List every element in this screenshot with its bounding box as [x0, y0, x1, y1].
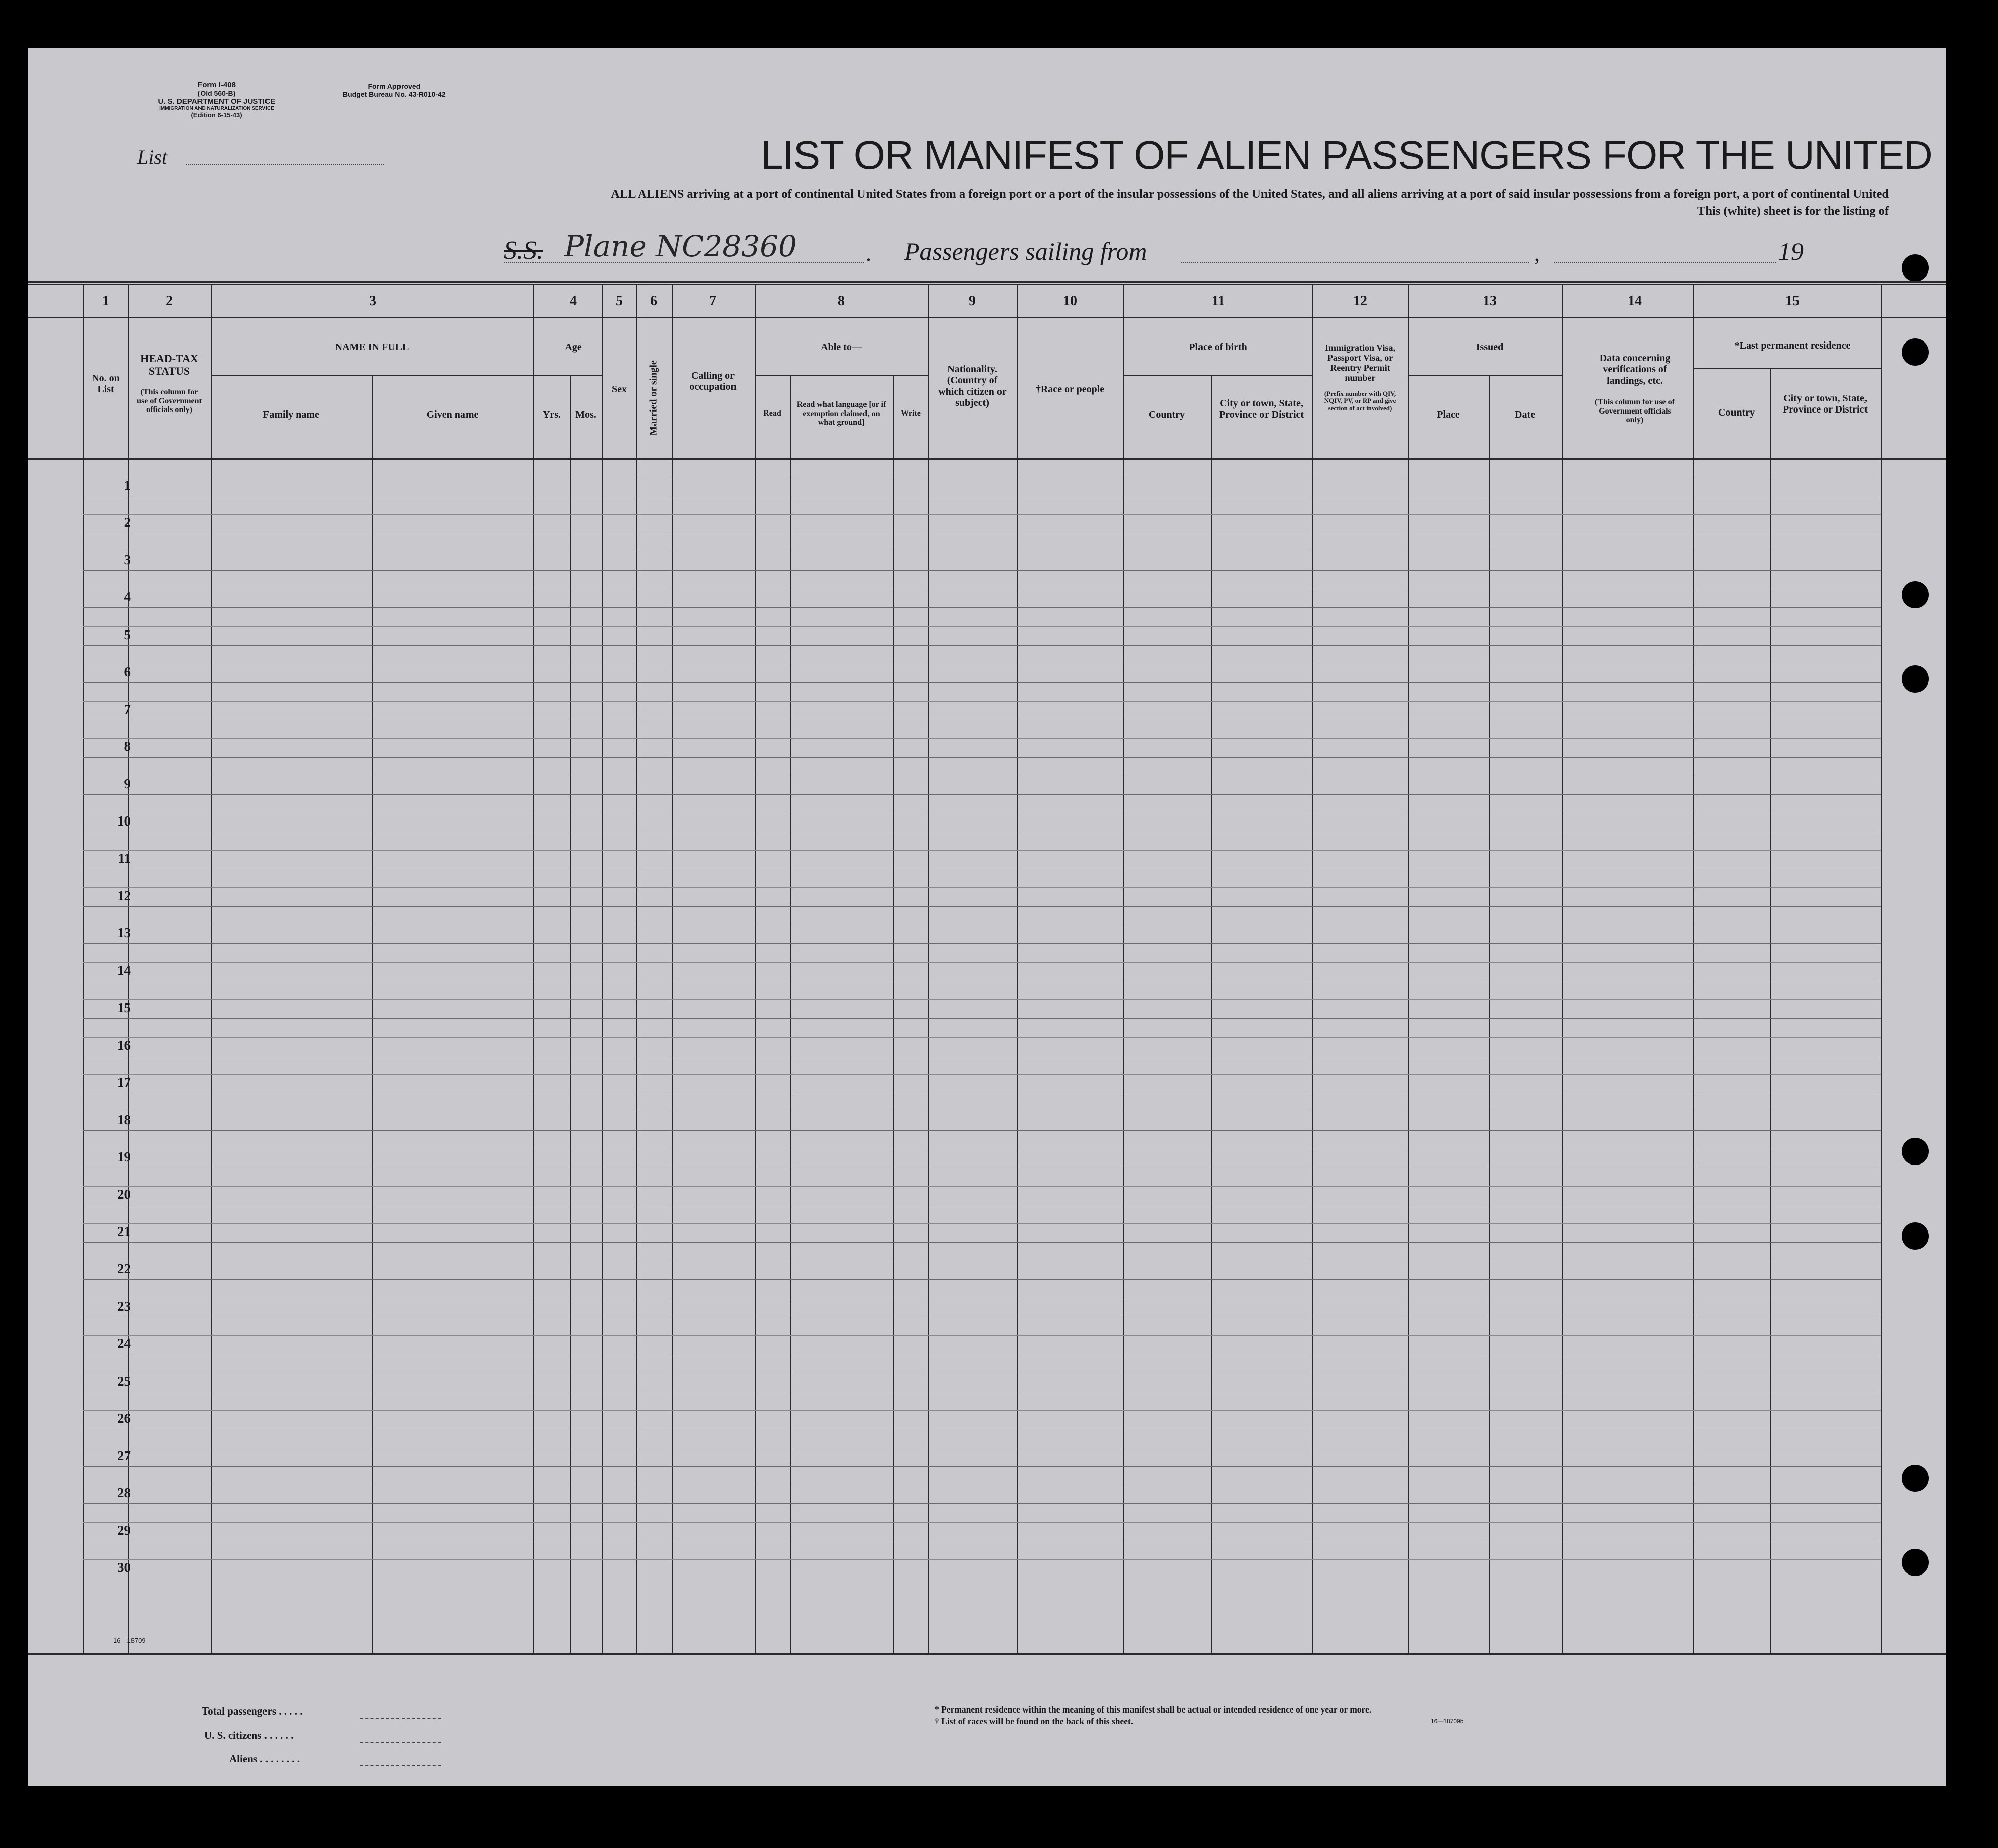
form-department: U. S. DEPARTMENT OF JUSTICE — [158, 97, 276, 106]
header-last-residence: *Last permanent residence — [1734, 340, 1851, 351]
row-separator-line — [83, 906, 1881, 907]
col-number-11: 11 — [1211, 293, 1225, 309]
row-number: 29 — [117, 1522, 131, 1538]
col-line-s — [1489, 375, 1490, 1653]
col-number-1: 1 — [102, 293, 109, 309]
row-guide-line — [83, 887, 1881, 888]
date-field-line — [1554, 262, 1776, 263]
row-number: 26 — [117, 1410, 131, 1426]
list-label: List — [137, 146, 168, 168]
col-line-d — [372, 375, 373, 1653]
col-line-l — [893, 375, 894, 1653]
header-family-name: Family name — [263, 409, 319, 420]
age-subheader-line — [533, 375, 602, 376]
column-number-row-bottom — [28, 317, 1946, 318]
leader-dots: . . . . . . — [264, 1729, 294, 1741]
handwritten-vessel: Plane NC28360 — [564, 229, 797, 263]
row-guide-line — [83, 1186, 1881, 1187]
row-number: 16 — [117, 1037, 131, 1053]
col-number-15: 15 — [1785, 293, 1800, 309]
form-old-number: (Old 560-B) — [197, 89, 236, 97]
sailing-label: Passengers sailing from — [904, 237, 1147, 265]
header-given-name: Given name — [426, 409, 479, 420]
aliens-text: Aliens — [229, 1753, 258, 1765]
col-number-14: 14 — [1628, 293, 1642, 309]
header-data-note: (This column for use of Government officials only) — [1595, 398, 1675, 425]
total-passengers-field — [360, 1718, 441, 1719]
row-guide-line — [83, 1037, 1881, 1038]
col-number-10: 10 — [1063, 293, 1077, 309]
row-number: 22 — [117, 1261, 131, 1277]
page-title: LIST OR MANIFEST OF ALIEN PASSENGERS FOR THE UNITED — [761, 132, 1933, 177]
us-citizens-label — [204, 1729, 293, 1742]
total-passengers-label — [202, 1705, 303, 1718]
row-number: 21 — [117, 1224, 131, 1240]
row-number: 8 — [124, 738, 131, 754]
row-separator-line — [83, 1242, 1881, 1243]
row-guide-line — [83, 514, 1881, 515]
col-number-12: 12 — [1353, 293, 1367, 309]
row-number: 18 — [117, 1112, 131, 1127]
table-top-border — [28, 281, 1946, 283]
header-issued-date: Date — [1515, 409, 1535, 420]
punch-hole — [1902, 1138, 1929, 1165]
table-bottom-border — [28, 1653, 1946, 1655]
row-number: 24 — [117, 1336, 131, 1351]
form-service: IMMIGRATION AND NATURALIZATION SERVICE — [159, 106, 274, 111]
able-subheader-line — [755, 375, 928, 376]
header-calling: Calling or occupation — [689, 370, 737, 393]
row-number: 19 — [117, 1149, 131, 1165]
header-head-tax-note: (This column for use of Government officials only) — [137, 388, 202, 415]
col-number-6: 6 — [650, 293, 657, 309]
row-number: 7 — [124, 701, 131, 717]
footnote-races: † List of races will be found on the back of this sheet. — [935, 1716, 1134, 1726]
header-bottom-border — [28, 458, 1946, 460]
header-head-tax: HEAD-TAX STATUS — [140, 352, 198, 377]
issued-subheader-line — [1408, 375, 1562, 376]
header-age: Age — [565, 341, 582, 353]
row-number: 25 — [117, 1373, 131, 1389]
col-number-7: 7 — [709, 293, 716, 309]
row-guide-line — [83, 1074, 1881, 1075]
total-passengers-text: Total passengers — [202, 1705, 276, 1717]
col-number-9: 9 — [969, 293, 976, 309]
header-name-in-full: NAME IN FULL — [335, 341, 409, 353]
row-separator-line — [83, 1466, 1881, 1467]
row-guide-line — [83, 1410, 1881, 1411]
header-birth-city: City or town, State, Province or District — [1219, 398, 1304, 421]
row-guide-line — [83, 701, 1881, 702]
row-separator-line — [83, 682, 1881, 683]
footnote-permanent-residence: * Permanent residence within the meaning of this manifest shall be actual or intended residence of one year or more. — [935, 1704, 1372, 1715]
row-number: 30 — [117, 1560, 131, 1575]
aliens-field — [360, 1765, 441, 1766]
row-separator-line — [83, 794, 1881, 795]
row-separator-line — [83, 570, 1881, 571]
punch-hole — [1902, 1222, 1929, 1250]
col-line-k — [790, 375, 791, 1653]
ss-label: S.S. — [504, 236, 543, 265]
row-number: 13 — [117, 925, 131, 941]
row-separator-line — [83, 757, 1881, 758]
leader-dots: . . . . . — [279, 1705, 303, 1717]
row-separator-line — [83, 1018, 1881, 1019]
sailing-from-line — [1181, 262, 1529, 263]
header-write: Write — [901, 409, 921, 418]
us-citizens-field — [360, 1742, 441, 1743]
row-number: 11 — [118, 851, 131, 866]
punch-hole — [1902, 581, 1929, 608]
header-issued-place: Place — [1437, 409, 1460, 420]
row-guide-line — [83, 1559, 1881, 1560]
header-married: Married or single — [648, 360, 659, 436]
print-code-right: 16—18709b — [1431, 1718, 1464, 1725]
subtitle-line2: This (white) sheet is for the listing of — [1697, 204, 1889, 218]
col-line-p — [1211, 375, 1212, 1653]
col-number-2: 2 — [166, 293, 173, 309]
header-nationality: Nationality. (Country of which citizen or subject) — [938, 364, 1007, 409]
vessel-period: . — [865, 241, 871, 266]
print-code-left: 16—18709 — [113, 1637, 146, 1645]
punch-hole — [1902, 1465, 1929, 1492]
row-number: 27 — [117, 1448, 131, 1463]
punch-hole — [1902, 1549, 1929, 1576]
row-number: 14 — [117, 963, 131, 978]
row-guide-line — [83, 962, 1881, 963]
row-number: 28 — [117, 1485, 131, 1500]
col-number-3: 3 — [369, 293, 376, 309]
header-able-to: Able to— — [821, 341, 862, 353]
row-number: 23 — [117, 1298, 131, 1314]
row-number: 1 — [124, 477, 131, 493]
manifest-sheet — [28, 48, 1946, 1786]
col-number-5: 5 — [616, 293, 623, 309]
residence-subheader-line — [1693, 368, 1881, 369]
row-guide-line — [83, 626, 1881, 627]
header-data-concerning: Data concerning verifications of landings, etc. — [1599, 353, 1671, 386]
header-visa: Immigration Visa, Passport Visa, or Reentry Permit number — [1324, 343, 1395, 383]
col-number-13: 13 — [1483, 293, 1497, 309]
row-number: 12 — [117, 888, 131, 904]
header-mos: Mos. — [575, 409, 596, 420]
col-line-f — [570, 375, 571, 1653]
row-guide-line — [83, 1223, 1881, 1224]
year-prefix: 19 — [1778, 237, 1804, 265]
row-separator-line — [83, 1130, 1881, 1131]
subtitle-line1: ALL ALIENS arriving at a port of continental United States from a foreign port or a port of the insular possessions of the United States, and all aliens arriving at a port of said insular possessions from a foreign port, a port of continental United — [611, 187, 1889, 201]
row-number: 10 — [117, 813, 131, 829]
approval-line2: Budget Bureau No. 43-R010-42 — [343, 90, 446, 98]
col-line-w — [1881, 284, 1882, 1653]
row-number: 5 — [124, 627, 131, 642]
row-number: 2 — [124, 515, 131, 530]
header-residence-city: City or town, State, Province or District — [1782, 393, 1868, 416]
approval-block — [343, 82, 446, 98]
row-guide-line — [83, 850, 1881, 851]
header-yrs: Yrs. — [542, 409, 561, 420]
header-visa-note: (Prefix number with QIV, NQIV, PV, or RP and give section of act involved) — [1324, 390, 1396, 412]
col-number-4: 4 — [570, 293, 577, 309]
header-place-of-birth: Place of birth — [1189, 341, 1247, 353]
row-number: 20 — [117, 1187, 131, 1202]
table-top-border-inner — [28, 284, 1946, 285]
row-guide-line — [83, 1522, 1881, 1523]
row-number: 9 — [124, 776, 131, 791]
punch-hole — [1902, 665, 1929, 693]
punch-hole — [1902, 254, 1929, 282]
row-separator-line — [83, 645, 1881, 646]
row-number: 4 — [124, 589, 131, 605]
form-id-block — [121, 81, 312, 119]
leader-dots: . . . . . . . . — [260, 1753, 300, 1765]
header-birth-country: Country — [1148, 409, 1185, 420]
row-number: 3 — [124, 552, 131, 568]
form-number: Form I-408 — [197, 81, 236, 89]
row-guide-line — [83, 999, 1881, 1000]
header-read: Read — [763, 409, 781, 418]
header-no-on-list: No. on List — [92, 373, 120, 395]
list-field-line — [186, 164, 384, 165]
header-sex: Sex — [612, 384, 627, 395]
birth-subheader-line — [1123, 375, 1312, 376]
row-separator-line — [83, 1503, 1881, 1504]
header-race: †Race or people — [1035, 384, 1105, 395]
header-read-language: Read what language [or if exemption claimed, on what ground] — [796, 400, 886, 427]
row-separator-line — [83, 1279, 1881, 1280]
col-number-8: 8 — [838, 293, 845, 309]
col-line-v — [1770, 368, 1771, 1653]
form-edition: (Edition 6-15-43) — [191, 111, 242, 119]
header-issued: Issued — [1476, 341, 1504, 353]
row-guide-line — [83, 738, 1881, 739]
row-number: 17 — [117, 1074, 131, 1090]
us-citizens-text: U. S. citizens — [204, 1729, 262, 1741]
row-number: 15 — [117, 1000, 131, 1015]
sailing-comma: , — [1534, 241, 1540, 266]
name-subheader-line — [211, 375, 533, 376]
row-number: 6 — [124, 664, 131, 679]
row-guide-line — [83, 1335, 1881, 1336]
punch-hole — [1902, 338, 1929, 366]
vessel-field-line — [504, 262, 864, 263]
row-separator-line — [83, 943, 1881, 944]
row-separator-line — [83, 607, 1881, 608]
approval-line1: Form Approved — [368, 82, 421, 90]
header-residence-country: Country — [1718, 407, 1755, 418]
aliens-label — [229, 1753, 300, 1765]
